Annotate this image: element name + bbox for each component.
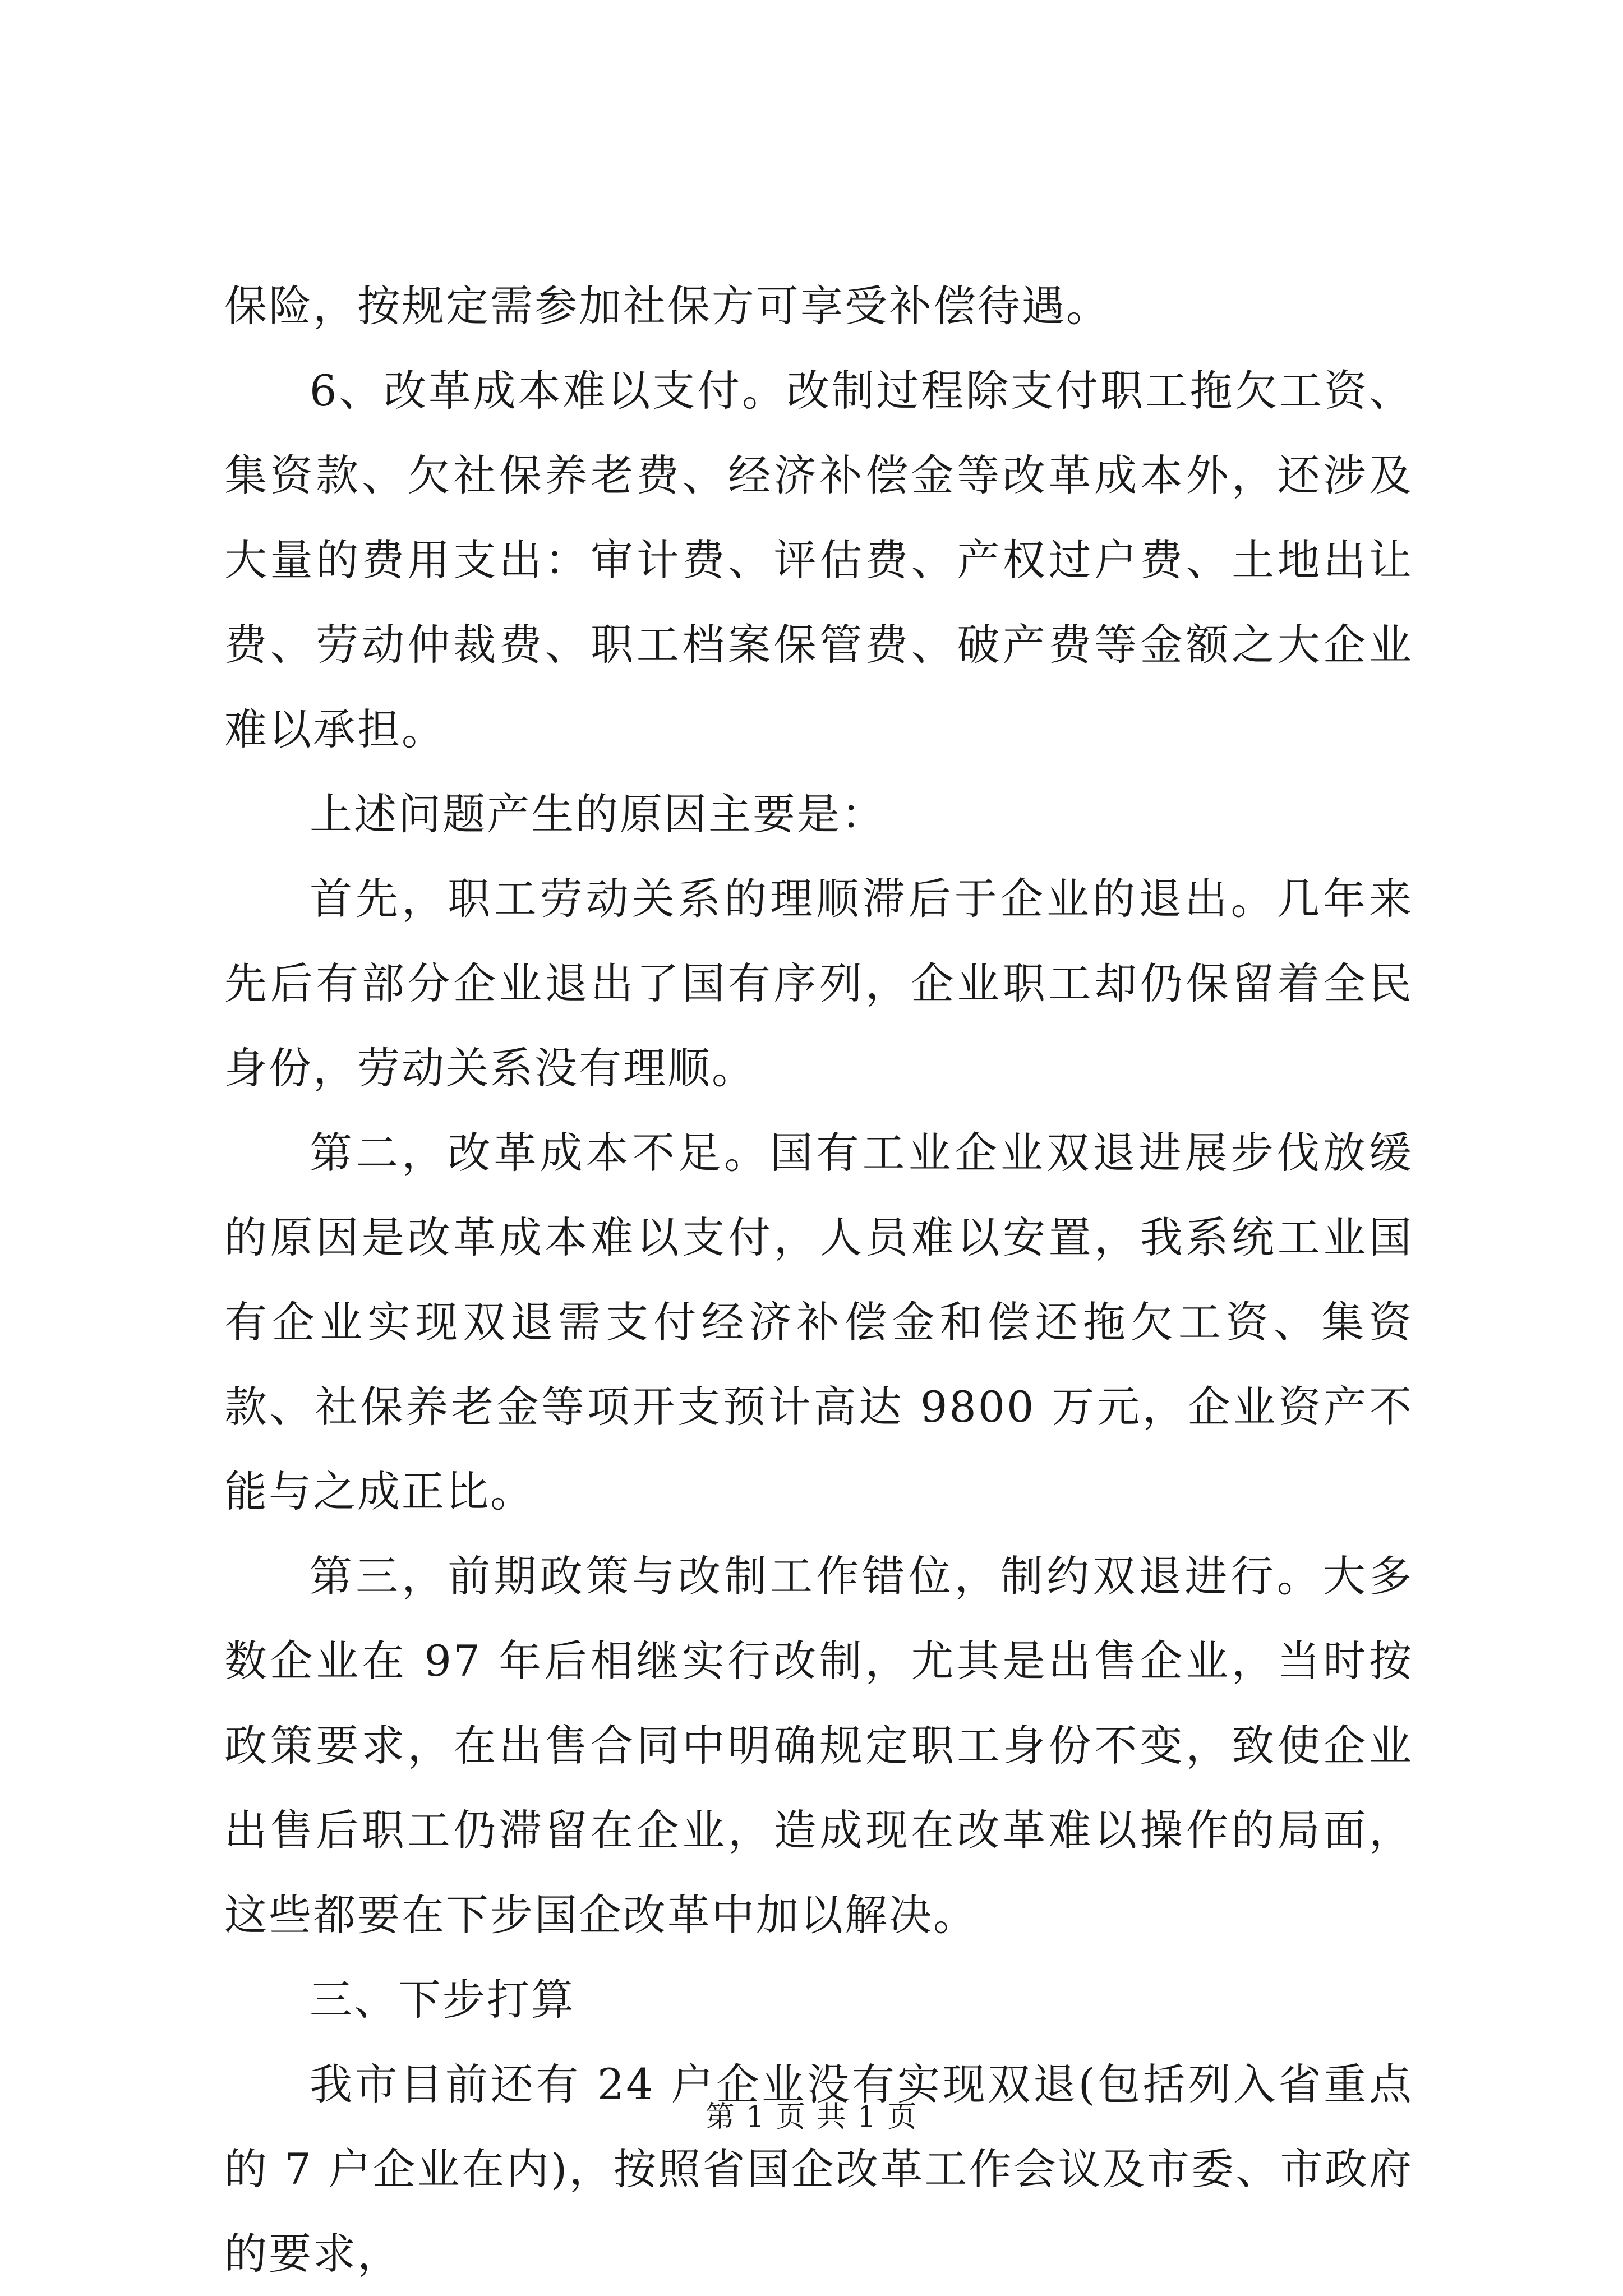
paragraph-cause-first: 首先，职工劳动关系的理顺滞后于企业的退出。几年来先后有部分企业退出了国有序列，企业职工却仍保留着全民身份，劳动关系没有理顺。: [224, 874, 1413, 1093]
paragraph-reform-cost: 6、改革成本难以支付。改制过程除支付职工拖欠工资、集资款、欠社保养老费、经济补偿金等改革成本外，还涉及大量的费用支出：审计费、评估费、产权过户费、土地出让费、劳动仲裁费、职工档案保管费、破产费等金额之大企业难以承担。: [224, 366, 1413, 754]
paragraph-next-steps: 我市目前还有 24 户企业没有实现双退(包括列入省重点的 7 户企业在内)，按照省国企改革工作会议及市委、市政府的要求，: [224, 2059, 1413, 2279]
document-body: [224, 264, 1413, 2296]
section-heading-next-steps: 三、下步打算: [310, 1975, 575, 2025]
paragraph-insurance-continuation: 保险，按规定需参加社保方可享受补偿待遇。: [224, 281, 1110, 331]
paragraph-cause-third: 第三，前期政策与改制工作错位，制约双退进行。大多数企业在 97 年后相继实行改制，尤其是出售企业，当时按政策要求，在出售合同中明确规定职工身份不变，致使企业出售后职工仍滞留在企业，造成现在改革难以操作的局面，这些都要在下步国企改革中加以解决。: [224, 1551, 1413, 1940]
paragraph-cause-second: 第二，改革成本不足。国有工业企业双退进展步伐放缓的原因是改革成本难以支付，人员难以安置，我系统工业国有企业实现双退需支付经济补偿金和偿还拖欠工资、集资款、社保养老金等项开支预计高达 9800 万元，企业资产不能与之成正比。: [224, 1128, 1413, 1516]
paragraph-causes-intro: 上述问题产生的原因主要是：: [310, 789, 886, 839]
page-number-footer: 第 1 页 共 1 页: [705, 2100, 918, 2134]
